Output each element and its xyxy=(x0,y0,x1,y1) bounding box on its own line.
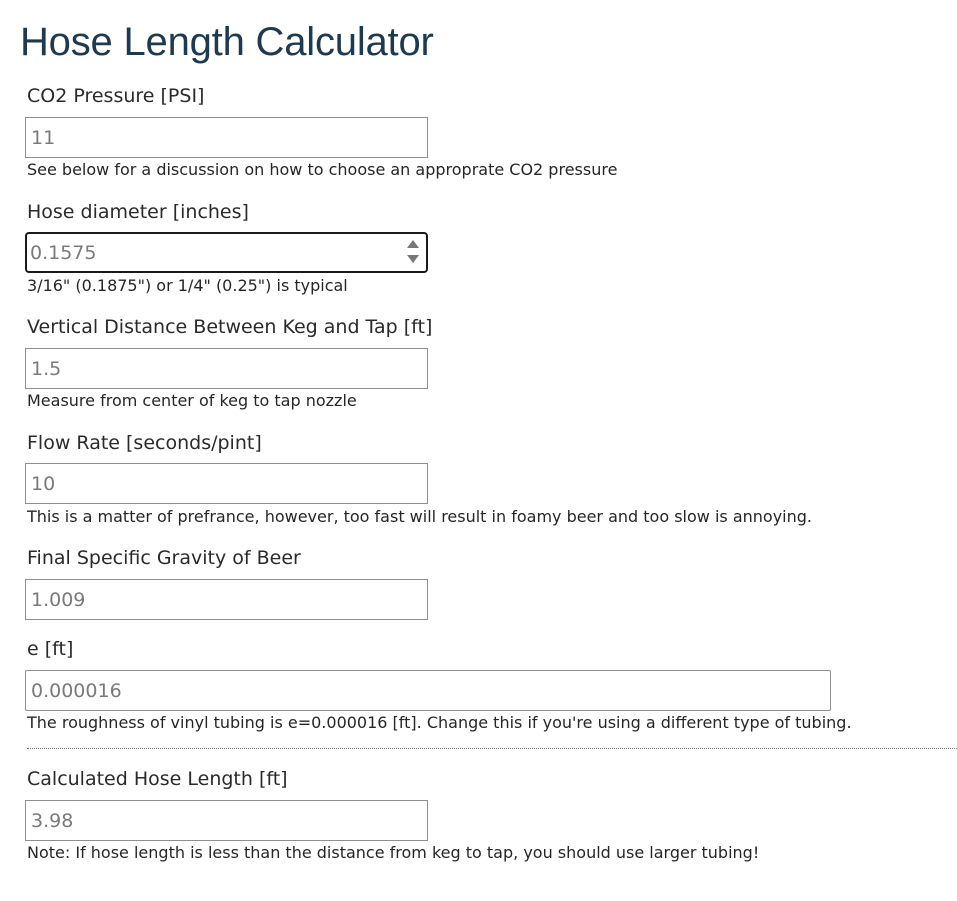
hose-diameter-help: 3/16" (0.1875") or 1/4" (0.25") is typical xyxy=(27,276,348,295)
result-output[interactable] xyxy=(25,800,428,841)
roughness-label: e [ft] xyxy=(27,638,74,660)
section-divider xyxy=(27,748,957,749)
roughness-input[interactable] xyxy=(25,670,831,711)
flow-rate-help: This is a matter of prefrance, however, too fast will result in foamy beer and too slow is annoying. xyxy=(27,507,812,526)
hose-diameter-label: Hose diameter [inches] xyxy=(27,201,249,223)
final-gravity-input[interactable] xyxy=(25,579,428,620)
page-title: Hose Length Calculator xyxy=(20,20,434,64)
vertical-distance-help: Measure from center of keg to tap nozzle xyxy=(27,391,357,410)
flow-rate-input[interactable] xyxy=(25,463,428,504)
vertical-distance-label: Vertical Distance Between Keg and Tap [ft] xyxy=(27,316,433,338)
vertical-distance-input[interactable] xyxy=(25,348,428,389)
co2-pressure-input[interactable] xyxy=(25,117,428,158)
co2-pressure-help: See below for a discussion on how to choose an approprate CO2 pressure xyxy=(27,160,618,179)
spin-down-arrow-icon[interactable] xyxy=(407,255,419,263)
result-label: Calculated Hose Length [ft] xyxy=(27,768,288,790)
spin-up-down-icon[interactable] xyxy=(405,238,421,266)
final-gravity-label: Final Specific Gravity of Beer xyxy=(27,547,301,569)
result-note: Note: If hose length is less than the distance from keg to tap, you should use larger tubing! xyxy=(27,843,760,862)
roughness-help: The roughness of vinyl tubing is e=0.000016 [ft]. Change this if you're using a different type of tubing. xyxy=(27,713,852,732)
hose-diameter-input[interactable] xyxy=(25,232,428,273)
co2-pressure-label: CO2 Pressure [PSI] xyxy=(27,85,205,107)
flow-rate-label: Flow Rate [seconds/pint] xyxy=(27,432,262,454)
spin-up-arrow-icon[interactable] xyxy=(407,240,419,248)
